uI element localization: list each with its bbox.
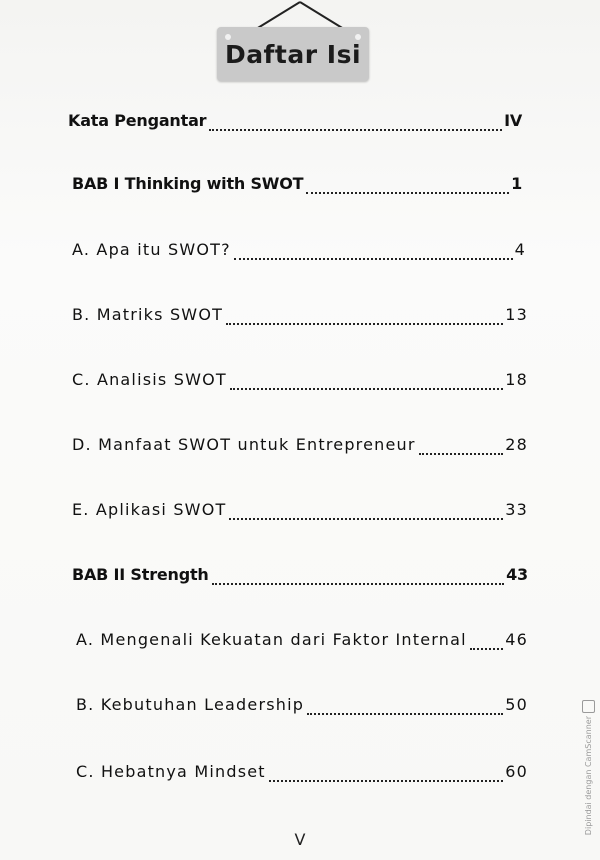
toc-entry [72,500,528,524]
toc-entry [72,435,528,459]
page-title: Daftar Isi [224,39,362,69]
toc-entry-label: Kata Pengantar [68,111,207,130]
toc-entry-label: BAB II Strength [72,565,209,584]
toc-entry [72,174,522,198]
toc-entry-page: 28 [505,435,528,454]
dot-leader [269,780,503,782]
toc-entry-page: 46 [505,630,528,649]
toc-entry [76,630,528,654]
dot-leader [306,192,509,194]
toc-entry-label: C. Analisis SWOT [72,370,227,389]
toc-entry-label: B. Matriks SWOT [72,305,224,324]
toc-entry-page: 13 [505,305,528,324]
toc-entry [68,111,522,135]
toc-entry-page: 4 [514,240,526,259]
toc-entry-label: A. Apa itu SWOT? [72,240,231,259]
dot-leader [209,129,502,131]
toc-entry-page: 60 [505,762,528,781]
toc-entry-page: 43 [506,565,528,584]
toc-entry-page: 1 [511,174,522,193]
scanner-watermark [580,700,596,850]
watermark-text: Dipindai dengan CamScanner [583,716,593,836]
dot-leader [230,388,503,390]
toc-entry-label: A. Mengenali Kekuatan dari Faktor Internal [76,630,467,649]
dot-leader [419,453,504,455]
dot-leader [234,258,513,260]
toc-entry [72,370,528,394]
camscanner-logo-icon [582,700,595,713]
toc-entry-label: D. Manfaat SWOT untuk Entrepreneur [72,435,416,454]
toc-entry [76,762,528,786]
nail-icon [225,34,231,40]
toc-entry-page: 50 [505,695,528,714]
toc-entry-label: BAB I Thinking with SWOT [72,174,304,193]
toc-entry-label: B. Kebutuhan Leadership [76,695,305,714]
page-number: V [294,830,306,849]
toc-entry-page: 33 [505,500,528,519]
toc-entry-page: 18 [505,370,528,389]
title-sign [217,27,369,81]
dot-leader [212,583,505,585]
toc-entry [76,695,528,719]
nail-icon [355,34,361,40]
dot-leader [307,713,503,715]
dot-leader [470,648,503,650]
dot-leader [229,518,503,520]
toc-entry-page: IV [504,111,522,130]
toc-entry [72,565,528,589]
dot-leader [226,323,503,325]
toc-entry-label: C. Hebatnya Mindset [76,762,266,781]
toc-entry [72,305,528,329]
toc-entry [72,240,526,264]
toc-entry-label: E. Aplikasi SWOT [72,500,227,519]
